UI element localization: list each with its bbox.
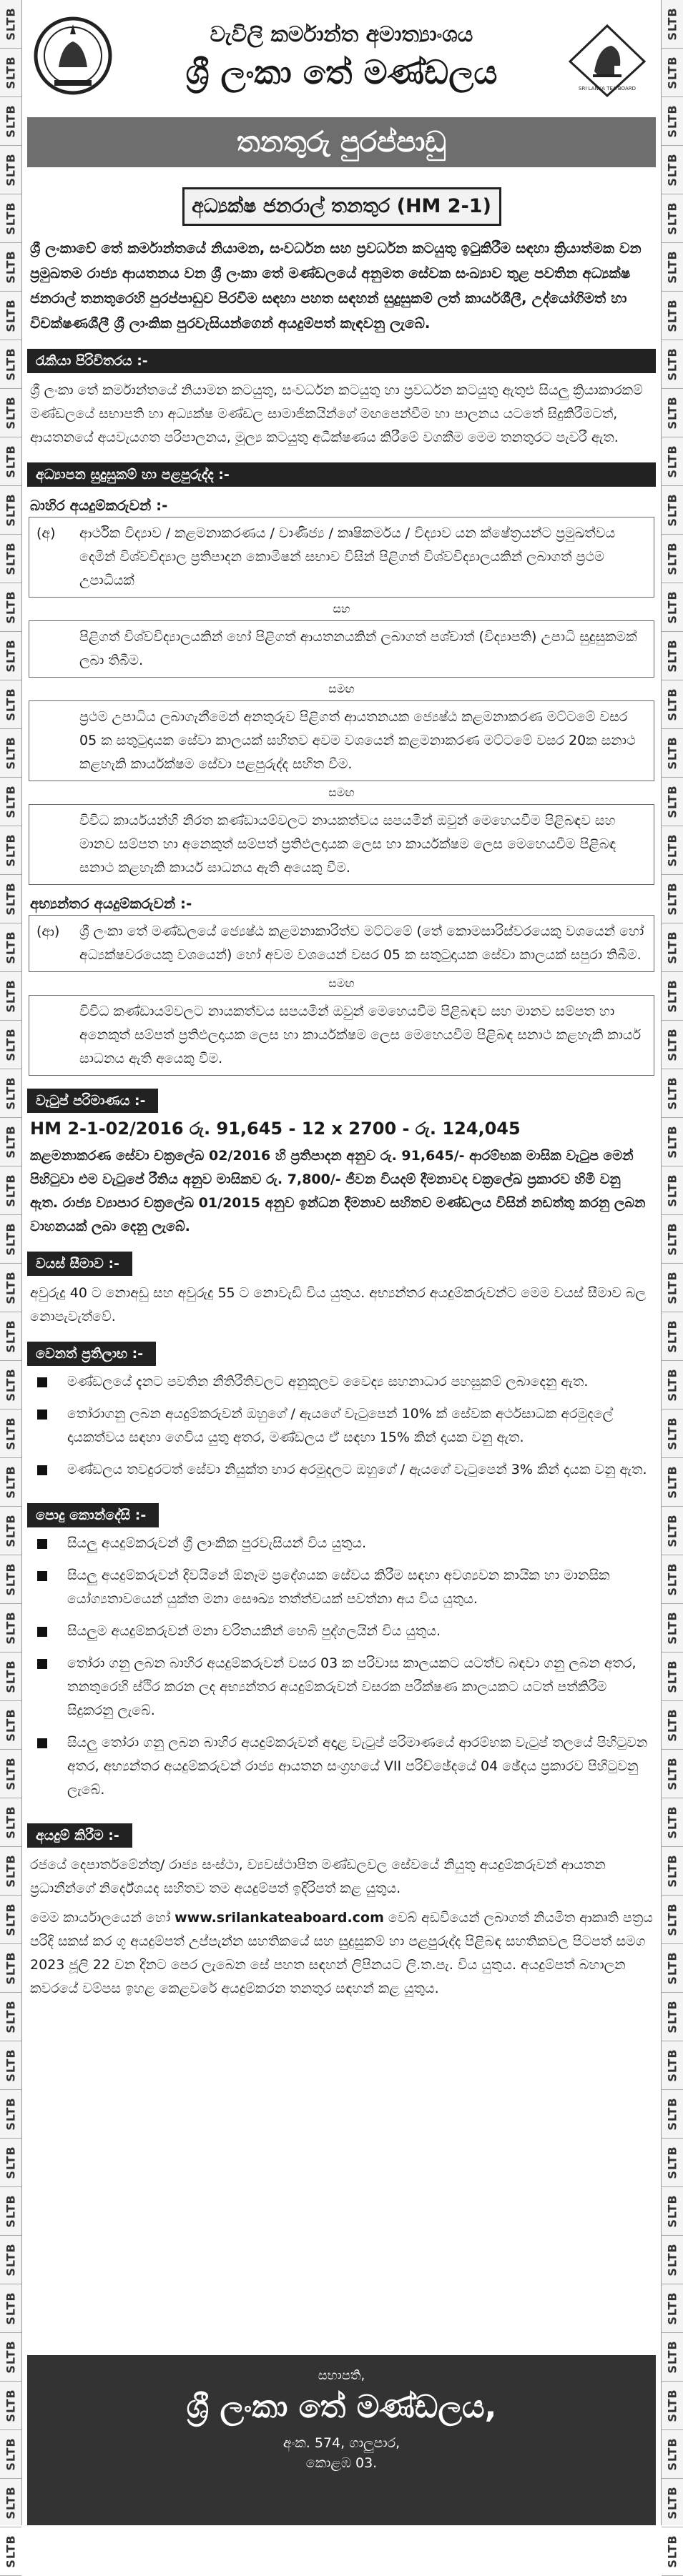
salary-text: කළමනාකරණ සේවා චක්‍රලේඛ 02/2016 හි ප්‍රතිපාදන අනුව රු. 91,645/- ආරම්භක මාසික වැටුප මෙන් පිහිටුවා එම වැටුපේ රීතිය අනුව මාසිකව රු. 7,800/- ජීවන වියදම් දීමනාවද චක්‍රලේඛ ප්‍රකාරව හිමි වනු ඇත. රාජ්‍ය ව්‍යාපාර චක්‍රලේඛ 01/2015 අනුව ඉන්ධන දීමනාව සහිතව මණ්ඩලය විසින් නඩත්තු කරනු ලබන වාහනයක් ලබා දෙනු ලැබේ. bbox=[30, 1148, 646, 1234]
border-tile-text: SLTB bbox=[4, 1319, 18, 1353]
border-tile bbox=[662, 2430, 683, 2479]
list-item bbox=[27, 1731, 656, 1802]
border-tile-text: SLTB bbox=[4, 56, 18, 89]
border-tile bbox=[0, 243, 21, 292]
border-tile bbox=[0, 1653, 21, 1701]
border-tile bbox=[0, 1798, 21, 1847]
apply-text-2-pre: මෙම කාර්යාලයෙන් හෝ bbox=[30, 1910, 171, 1926]
border-tile-text: SLTB bbox=[4, 2535, 18, 2568]
border-tile bbox=[0, 1604, 21, 1653]
border-tile-text: SLTB bbox=[4, 7, 18, 41]
external-qualification-3: ප්‍රථම උපාධිය ලබාගැනීමෙන් අනතුරුව පිළිගත් ආයතනයක ජ්‍යෙෂ්ඨ කළමනාකරණ මට්ටමේ වසර 05 ක සතුටුදායක සේවා කාලයක් සහිතව අවම වශයෙන් කළමනාකරණ මට්ටමේ වසර 20ක සනාථ කළහැකි කාර්යක්ෂම සේවා පළපුරුද්ද සහිත වීම. bbox=[29, 700, 654, 781]
border-tile-text: SLTB bbox=[4, 979, 18, 1013]
border-tile bbox=[662, 1750, 683, 1798]
border-tile bbox=[662, 1555, 683, 1604]
border-tile bbox=[662, 2382, 683, 2430]
border-tile-text: SLTB bbox=[665, 56, 679, 89]
address-line-1: අංක. 574, ගාලුපාර, bbox=[282, 2435, 401, 2451]
border-tile-text: SLTB bbox=[665, 1708, 679, 1742]
border-tile bbox=[0, 0, 21, 49]
border-tile-text: SLTB bbox=[4, 1174, 18, 1207]
border-tile bbox=[662, 1264, 683, 1312]
border-tile-text: SLTB bbox=[4, 1708, 18, 1742]
border-tile-text: SLTB bbox=[4, 1757, 18, 1790]
border-tile bbox=[662, 826, 683, 875]
border-tile-text: SLTB bbox=[665, 2292, 679, 2325]
border-tile bbox=[0, 2430, 21, 2479]
border-tile-text: SLTB bbox=[4, 1562, 18, 1596]
ministry-name: වැවිලි කර්මාන්ත අමාත්‍යාංශය bbox=[210, 21, 473, 47]
border-tile bbox=[0, 826, 21, 875]
border-tile-text: SLTB bbox=[4, 590, 18, 624]
intro-paragraph: ශ්‍රී ලංකාවේ තේ කර්මාන්තයේ නියාමන, සංවර්ධන සහ ප්‍රවර්ධන කටයුතු ඉටුකිරීම සඳහා ක්‍රියාත්මක වන ප්‍රමුඛතම රාජ්‍ය ආයතනය වන ශ්‍රී ලංකා තේ මණ්ඩලයේ අනුමත සේවක සංඛ්‍යාව තුළ පවතින අධ්‍යක්ෂ ජනරාල් තනතුරෙහි පුරප්පාඩුව පිරවීම සඳහා පහත සඳහන් සුදුසුකම් ලත් කාර්යශීලී, උද්යෝගිමත් හා විචක්ෂණශීලී ශ්‍රී ලාංකික පුරවැසියන්ගෙන් අයදුම්පත් කැඳවනු ලැබේ. bbox=[30, 239, 642, 332]
border-tile-text: SLTB bbox=[665, 1757, 679, 1790]
footer-board-name: ශ්‍රී ලංකා තේ මණ්ඩලය, bbox=[186, 2389, 497, 2425]
border-tile-text: SLTB bbox=[4, 1514, 18, 1547]
border-tile bbox=[662, 292, 683, 340]
border-tile bbox=[662, 2041, 683, 2090]
border-tile bbox=[662, 243, 683, 292]
border-tile-text: SLTB bbox=[4, 2049, 18, 2082]
border-tile bbox=[0, 146, 21, 194]
border-tile bbox=[662, 1361, 683, 1410]
border-tile bbox=[0, 2139, 21, 2187]
border-tile bbox=[0, 1993, 21, 2041]
external-qualification-1 bbox=[29, 517, 654, 598]
border-tile-text: SLTB bbox=[4, 542, 18, 575]
border-tile bbox=[0, 2090, 21, 2139]
border-tile-text: SLTB bbox=[4, 2389, 18, 2422]
condition-text: සියලු තෝරා ගනු ලබන බාහිර අයදුම්කරුවන් අදාළ වැටුප් පරිමාණයේ ආරම්භක වැටුප් තලයේ පිහිටුවන අතර, අභ්‍යන්තර අයදුම්කරුවන් රාජ්‍ය ආයතන සංග්‍රහයේ VII පරිච්ඡේදයේ 04 ඡේදය ප්‍රකාරව පිහිටුවනු ලැබේ. bbox=[67, 1735, 648, 1798]
internal-label: (ආ) bbox=[36, 923, 60, 939]
border-tile-text: SLTB bbox=[665, 1222, 679, 1256]
border-tile bbox=[662, 729, 683, 778]
border-tile bbox=[0, 2284, 21, 2333]
condition-text: තෝරා ගනු ලබන බාහිර අයදුම්කරුවන් වසර 03 ක පරිවාස කාලයකට යටත්ව බඳවා ගනු ලබන අතර, තනතුරෙහි ස්ථිර කරන ලද අභ්‍යන්තර අයදුම්කරුවන් වසරක පරීක්ෂණ කාලයකට යටත් පත්කිරීම සිදුකරනු ලැබේ. bbox=[67, 1655, 637, 1718]
border-tile-text: SLTB bbox=[665, 1125, 679, 1159]
border-tile-text: SLTB bbox=[665, 688, 679, 721]
vacancies-title: තනතුරු පුරප්පාඩු bbox=[27, 117, 656, 167]
border-tile bbox=[0, 972, 21, 1021]
border-tile-text: SLTB bbox=[665, 2146, 679, 2179]
border-tile-text: SLTB bbox=[665, 1660, 679, 1693]
border-tile-text: SLTB bbox=[4, 1854, 18, 1888]
border-tile bbox=[662, 2187, 683, 2236]
external-label: (අ) bbox=[36, 525, 56, 541]
border-tile-text: SLTB bbox=[665, 347, 679, 381]
border-tile bbox=[0, 583, 21, 632]
border-tile-text: SLTB bbox=[665, 2097, 679, 2131]
border-tile-text: SLTB bbox=[665, 1028, 679, 1061]
border-tile bbox=[662, 875, 683, 923]
border-tile-text: SLTB bbox=[4, 2194, 18, 2228]
border-tile bbox=[662, 535, 683, 583]
border-tile bbox=[662, 1701, 683, 1750]
border-tile bbox=[662, 97, 683, 146]
border-tile bbox=[0, 486, 21, 535]
border-tile bbox=[0, 923, 21, 972]
border-tile-text: SLTB bbox=[665, 1854, 679, 1888]
border-tile bbox=[662, 1653, 683, 1701]
list-item bbox=[27, 1652, 656, 1723]
border-tile-text: SLTB bbox=[4, 833, 18, 867]
border-tile-text: SLTB bbox=[4, 2486, 18, 2520]
internal-qualification-1 bbox=[29, 915, 654, 972]
border-tile bbox=[662, 1215, 683, 1264]
apply-section-heading: අයදුම් කිරීම :- bbox=[27, 1823, 132, 1848]
border-tile bbox=[0, 535, 21, 583]
and-joiner: සමඟ bbox=[328, 976, 355, 990]
border-tile bbox=[662, 2284, 683, 2333]
border-tile bbox=[662, 1021, 683, 1069]
border-tile-text: SLTB bbox=[665, 104, 679, 138]
apply-text-2-post: වෙබ් අඩවියෙන් ලබාගත් නියමිත ආකෘති පත්‍රය පරිදි සකස් කර ගූ අයදුම්පත් උප්පැන්න සහතිකයේ සහ සුදුසුකම් හා පළපුරුද්ද පිළිබඳ සහතිකවල පිටපත් සමග 2023 ජූලි 22 වන දිනට පෙර ලැබෙන සේ පහත සඳහන් ලිපිනයට ලි.ත.පැ. විය යුතුය. අයදුම්පත් බහාලන කවරයේ වම්පස ඉහළ කෙළවරේ අයදුම්කරන තනතුර සඳහන් කළ යුතුය. bbox=[30, 1910, 653, 1996]
border-tile-text: SLTB bbox=[665, 542, 679, 575]
border-tile-text: SLTB bbox=[4, 2243, 18, 2277]
border-tile bbox=[662, 1896, 683, 1944]
border-tile bbox=[0, 1896, 21, 1944]
border-tile bbox=[662, 972, 683, 1021]
border-tile-text: SLTB bbox=[4, 785, 18, 818]
board-name: ශ්‍රී ලංකා තේ මණ්ඩලය bbox=[185, 52, 498, 91]
border-tile-text: SLTB bbox=[4, 931, 18, 964]
border-tile-text: SLTB bbox=[665, 736, 679, 770]
border-tile-text: SLTB bbox=[665, 2486, 679, 2520]
border-tile bbox=[0, 49, 21, 97]
conditions-list bbox=[27, 1532, 656, 1802]
border-tile bbox=[662, 680, 683, 729]
border-tile bbox=[0, 1021, 21, 1069]
border-tile-text: SLTB bbox=[665, 2194, 679, 2228]
and-joiner: සමඟ bbox=[328, 682, 355, 695]
benefits-list bbox=[27, 1370, 656, 1482]
internal-qualification-1-text: ශ්‍රී ලංකා තේ මණ්ඩලයේ ජ්‍යෙෂ්ඨ කළමනාකාරිත්ව මට්ටමේ (තේ කොමසාරිස්වරයෙකු වශයෙන් හෝ අධ්‍යක්ෂවරයෙකු වශයෙන්) හෝ අවම වශයෙන් වසර 05 ක සතුටුදායක සේවා කාලයක් සපුරා තිබීම. bbox=[79, 923, 644, 963]
border-tile bbox=[662, 1847, 683, 1896]
border-tile bbox=[0, 1458, 21, 1507]
condition-text: සියලුම අයදුම්කරුවන් මනා චරිතයකින් හෙබි පුද්ගලයින් විය යුතුය. bbox=[67, 1623, 441, 1639]
border-tile-text: SLTB bbox=[665, 1611, 679, 1645]
border-tile bbox=[0, 292, 21, 340]
border-tile-text: SLTB bbox=[4, 1028, 18, 1061]
external-qualification-4: විවිධ කාර්යයන්හි නිරත කණ්ඩායම්වලට නායකත්වය සපයමින් ඔවුන් මෙහෙයවීම පිළිබඳව සහ මානව සම්පත හා අනෙකුත් සම්පත් ප්‍රතිඵලදායක ලෙස හා කාර්යක්ෂම ලෙස මෙහෙයවීම පිළිබඳ සනාථ කළහැකි කාර්ය සාධනය ඇති අයෙකු වීම. bbox=[29, 804, 654, 885]
border-tile-text: SLTB bbox=[665, 2340, 679, 2374]
border-tile bbox=[0, 729, 21, 778]
border-tile bbox=[0, 1410, 21, 1458]
list-item bbox=[27, 1564, 656, 1611]
border-tile-text: SLTB bbox=[665, 202, 679, 235]
border-tile bbox=[0, 2382, 21, 2430]
border-tile-text: SLTB bbox=[4, 250, 18, 284]
border-tile-text: SLTB bbox=[665, 931, 679, 964]
border-tile bbox=[662, 1507, 683, 1555]
border-tile-text: SLTB bbox=[4, 2097, 18, 2131]
border-tile-text: SLTB bbox=[4, 1465, 18, 1499]
border-tile bbox=[0, 632, 21, 680]
border-tile bbox=[0, 1750, 21, 1798]
tea-board-logo-icon bbox=[564, 21, 650, 100]
border-tile-text: SLTB bbox=[665, 396, 679, 430]
border-tile-text: SLTB bbox=[665, 153, 679, 187]
border-tile-text: SLTB bbox=[4, 2437, 18, 2471]
condition-text: සියලු අයදුම්කරුවන් දිවයිනේ ඕනෑම ප්‍රදේශයක සේවය කිරීම සඳහා අවශ්‍යවන කායික හා මානසික යෝග්‍යතාවයෙන් යුක්ත මනා සෞඛ්‍ය තත්ත්වයක් පවත්නා අය විය යුතුය. bbox=[67, 1567, 610, 1607]
border-tile bbox=[0, 1312, 21, 1361]
border-tile bbox=[662, 1458, 683, 1507]
border-tile-text: SLTB bbox=[665, 1319, 679, 1353]
tea-board-logo-text: SRI LANKA TEA BOARD bbox=[579, 86, 636, 91]
border-tile-text: SLTB bbox=[665, 1271, 679, 1304]
border-tile-text: SLTB bbox=[665, 1805, 679, 1839]
border-tile-text: SLTB bbox=[4, 1368, 18, 1402]
and-joiner: සහ bbox=[333, 602, 350, 615]
age-text: අවුරුදු 40 ට නොඅඩු සහ අවුරුදු 55 ට නොවැඩි විය යුතුය. අභ්‍යන්තර අයදුම්කරුවන්ට මෙම වයස් සීමාව බල නොපැවැත්වේ. bbox=[30, 1285, 646, 1324]
qualifications-section-heading: අධ්‍යාපන සුදුසුකම් හා පළපුරුද්ද :- bbox=[27, 462, 656, 487]
border-tile bbox=[0, 2236, 21, 2284]
border-tile bbox=[662, 0, 683, 49]
border-tile-text: SLTB bbox=[665, 639, 679, 673]
condition-text: සියලු අයදුම්කරුවන් ශ්‍රී ලාංකික පුරවැසියන් විය යුතුය. bbox=[67, 1535, 367, 1551]
border-tile-text: SLTB bbox=[665, 785, 679, 818]
border-tile bbox=[0, 1555, 21, 1604]
border-tile-text: SLTB bbox=[4, 688, 18, 721]
website-link[interactable]: www.srilankateaboard.com bbox=[175, 1910, 384, 1926]
border-tile-text: SLTB bbox=[4, 493, 18, 527]
benefit-text: මණ්ඩලය තවදුරටත් සේවා නියුක්ත භාර අරමුදලට ඔහුගේ / ඇයගේ වැටුපෙන් 3% කින් දායක වනු ඇත. bbox=[67, 1462, 647, 1477]
border-tile bbox=[662, 194, 683, 243]
border-tile-text: SLTB bbox=[665, 2437, 679, 2471]
border-tile-text: SLTB bbox=[4, 1271, 18, 1304]
border-tile-text: SLTB bbox=[4, 1805, 18, 1839]
border-tile-text: SLTB bbox=[4, 1951, 18, 1985]
list-item bbox=[27, 1458, 656, 1482]
border-tile bbox=[0, 680, 21, 729]
salary-section-heading: වැටුප් පරිමාණය :- bbox=[27, 1089, 158, 1113]
border-tile bbox=[662, 437, 683, 486]
border-tile-text: SLTB bbox=[4, 202, 18, 235]
external-qualification-1-text: ආර්ථික විද්‍යාව / කළමනාකරණය / වාණිජ්‍ය / කෘෂිකර්මය / විද්‍යාව යන ක්ෂේත්‍රයන්ට ප්‍රමුඛත්වය දෙමින් විශ්වවිද්‍යාල ප්‍රතිපාදන කොමිෂන් සභාව විසින් පිළිගත් විශ්වවිද්‍යාලයකින් ලබාගත් ප්‍රථම උපාධියක් bbox=[79, 525, 616, 588]
border-tile-text: SLTB bbox=[665, 590, 679, 624]
border-tile-text: SLTB bbox=[4, 1125, 18, 1159]
border-tile bbox=[662, 583, 683, 632]
left-border-strip bbox=[0, 0, 22, 2568]
border-tile-text: SLTB bbox=[665, 1174, 679, 1207]
border-tile-text: SLTB bbox=[4, 2146, 18, 2179]
list-item bbox=[27, 1620, 656, 1643]
border-tile-text: SLTB bbox=[4, 347, 18, 381]
border-tile bbox=[0, 437, 21, 486]
border-tile-text: SLTB bbox=[665, 250, 679, 284]
chairman-label: සභාපති, bbox=[318, 2368, 365, 2383]
border-tile bbox=[662, 1993, 683, 2041]
border-tile-text: SLTB bbox=[4, 445, 18, 478]
border-tile-text: SLTB bbox=[4, 736, 18, 770]
border-tile bbox=[0, 1069, 21, 1118]
benefit-text: මණ්ඩලයේ දැනට පවතින නීතිරීතිවලට අනුකූලව වෛද්‍ය සහනාධාර පහසුකම් ලබාදෙනු ඇත. bbox=[67, 1374, 589, 1389]
and-joiner: සමඟ bbox=[328, 786, 355, 799]
border-tile-text: SLTB bbox=[4, 2292, 18, 2325]
border-tile-text: SLTB bbox=[665, 1951, 679, 1985]
border-tile-text: SLTB bbox=[665, 7, 679, 41]
border-tile bbox=[662, 923, 683, 972]
role-text: ශ්‍රී ලංකා තේ කර්මාන්තයේ නියාමන කටයුතු, සංවර්ධන කටයුතු හා ප්‍රවර්ධන කටයුතු ඇතුළු සියලු ක්‍රියාකාරකම් මණ්ඩලයේ සභාපති හා අධ්‍යක්ෂ මණ්ඩල සාමාජිකයින්ගේ මඟපෙන්වීම හා පාලනය යටතේ සිදුකිරීමටත්, ආයතනයේ අයවැයගත පරිපාලනය, මූල්‍ය කටයුතු අධීක්ෂණය කිරීමේ වගකීම මෙම තනතුරට පැවරී ඇත. bbox=[30, 382, 643, 445]
border-tile-text: SLTB bbox=[4, 299, 18, 332]
border-tile bbox=[662, 146, 683, 194]
border-tile-text: SLTB bbox=[4, 1903, 18, 1936]
external-applicants-heading: බාහිර අයදුම්කරුවන් :- bbox=[30, 497, 168, 514]
header bbox=[27, 0, 656, 114]
border-tile-text: SLTB bbox=[4, 1222, 18, 1256]
conditions-section-heading: පොදු කොන්දේසි :- bbox=[27, 1503, 159, 1527]
border-tile-text: SLTB bbox=[665, 1903, 679, 1936]
border-tile-text: SLTB bbox=[665, 2049, 679, 2082]
age-section-heading: වයස් සීමාව :- bbox=[27, 1252, 132, 1276]
list-item bbox=[27, 1532, 656, 1555]
border-tile-text: SLTB bbox=[665, 1465, 679, 1499]
footer-address-block bbox=[27, 2355, 656, 2525]
apply-text-2 bbox=[30, 1906, 653, 2001]
border-tile bbox=[0, 1847, 21, 1896]
border-tile bbox=[662, 1118, 683, 1166]
border-tile-text: SLTB bbox=[665, 1562, 679, 1596]
border-tile bbox=[0, 340, 21, 389]
border-tile bbox=[662, 2527, 683, 2576]
border-tile-text: SLTB bbox=[665, 1514, 679, 1547]
border-tile bbox=[662, 2139, 683, 2187]
post-title: අධ්‍යක්ෂ ජනරාල් තනතුර (HM 2-1) bbox=[182, 187, 501, 226]
border-tile bbox=[662, 1798, 683, 1847]
border-tile-text: SLTB bbox=[665, 882, 679, 916]
role-section-heading: රැකියා පිරිවිතරය :- bbox=[27, 349, 656, 373]
border-tile-text: SLTB bbox=[4, 1076, 18, 1110]
border-tile-text: SLTB bbox=[4, 1611, 18, 1645]
border-tile-text: SLTB bbox=[665, 2243, 679, 2277]
border-tile-text: SLTB bbox=[665, 2389, 679, 2422]
border-tile-text: SLTB bbox=[4, 2340, 18, 2374]
salary-scale: HM 2-1-02/2016 රු. 91,645 - 12 x 2700 - රු. 124,045 bbox=[30, 1119, 521, 1139]
border-tile-text: SLTB bbox=[665, 445, 679, 478]
border-tile-text: SLTB bbox=[665, 2535, 679, 2568]
border-tile bbox=[0, 1264, 21, 1312]
border-tile bbox=[662, 778, 683, 826]
right-border-strip bbox=[661, 0, 683, 2568]
border-tile-text: SLTB bbox=[4, 1660, 18, 1693]
border-tile-text: SLTB bbox=[665, 2000, 679, 2033]
border-tile bbox=[0, 2479, 21, 2527]
address-line-2: කොළඹ 03. bbox=[305, 2455, 378, 2471]
border-tile-text: SLTB bbox=[4, 104, 18, 138]
border-tile-text: SLTB bbox=[4, 2000, 18, 2033]
border-tile bbox=[0, 2527, 21, 2576]
border-tile bbox=[0, 1118, 21, 1166]
border-tile bbox=[0, 389, 21, 437]
list-item bbox=[27, 1402, 656, 1450]
border-tile-text: SLTB bbox=[4, 1417, 18, 1450]
border-tile bbox=[0, 194, 21, 243]
border-tile bbox=[662, 1604, 683, 1653]
border-tile bbox=[0, 1361, 21, 1410]
border-tile-text: SLTB bbox=[4, 639, 18, 673]
border-tile bbox=[0, 1166, 21, 1215]
border-tile bbox=[662, 1166, 683, 1215]
border-tile-text: SLTB bbox=[665, 979, 679, 1013]
border-tile bbox=[0, 1215, 21, 1264]
internal-applicants-heading: අභ්‍යන්තර අයදුම්කරුවන් :- bbox=[30, 895, 192, 912]
border-tile bbox=[662, 632, 683, 680]
border-tile-text: SLTB bbox=[665, 299, 679, 332]
border-tile bbox=[0, 2187, 21, 2236]
border-tile bbox=[0, 97, 21, 146]
border-tile bbox=[0, 1944, 21, 1993]
border-tile-text: SLTB bbox=[665, 1076, 679, 1110]
internal-qualification-2: විවිධ කණ්ඩායම්වලට නායකත්වය සපයමින් ඔවුන් මෙහෙයවීම පිළිබඳව සහ මානව සම්පත හා අනෙකුත් සම්පත් ප්‍රතිඵලදායක ලෙස හා කාර්යක්ෂම ලෙස මෙහෙයවීම පිළිබඳ සනාථ කළහැකි කාර්ය සාධනය ඇති අයෙකු වීම. bbox=[29, 995, 654, 1076]
border-tile bbox=[0, 875, 21, 923]
border-tile bbox=[662, 1410, 683, 1458]
benefit-text: තෝරාගනු ලබන අයදුම්කරුවන් ඔහුගේ / ඇයගේ වැටුපෙන් 10% ක් සේවක අර්ථසාධක අරමුදලේ දායකත්වය සඳහා ගෙවිය යුතු අතර, මණ්ඩලය ඒ සඳහා 15% කින් දායක වනු ඇත. bbox=[67, 1406, 614, 1445]
border-tile-text: SLTB bbox=[665, 1417, 679, 1450]
advertisement-page bbox=[27, 0, 656, 2001]
border-tile-text: SLTB bbox=[665, 493, 679, 527]
border-tile bbox=[662, 2236, 683, 2284]
list-item bbox=[27, 1370, 656, 1394]
border-tile bbox=[0, 2041, 21, 2090]
border-tile bbox=[662, 1069, 683, 1118]
border-tile bbox=[662, 340, 683, 389]
border-tile-text: SLTB bbox=[4, 882, 18, 916]
benefits-section-heading: වෙනත් ප්‍රතිලාභ :- bbox=[27, 1342, 156, 1366]
border-tile bbox=[662, 389, 683, 437]
national-emblem-icon bbox=[33, 10, 113, 101]
border-tile bbox=[0, 2333, 21, 2382]
border-tile-text: SLTB bbox=[4, 396, 18, 430]
border-tile-text: SLTB bbox=[665, 833, 679, 867]
border-tile bbox=[0, 1507, 21, 1555]
border-tile bbox=[662, 486, 683, 535]
border-tile bbox=[0, 778, 21, 826]
border-tile bbox=[662, 1312, 683, 1361]
border-tile bbox=[662, 1944, 683, 1993]
border-tile bbox=[0, 1701, 21, 1750]
border-tile-text: SLTB bbox=[4, 153, 18, 187]
external-qualification-2: පිළිගත් විශ්වවිද්‍යාලයකින් හෝ පිළිගත් ආයතනයකින් ලබාගත් පශ්චාත් (විද්‍යාපති) උපාධි සුදුසුකමක් ලබා තිබීම. bbox=[29, 620, 654, 678]
border-tile bbox=[662, 2333, 683, 2382]
border-tile-text: SLTB bbox=[665, 1368, 679, 1402]
border-tile bbox=[662, 49, 683, 97]
border-tile bbox=[662, 2479, 683, 2527]
apply-text-1: රජයේ දෙපාර්තමේන්තු/ රාජ්‍ය සංස්ථා, ව්‍යවස්ථාපිත මණ්ඩලවල සේවයේ නියුතු අයදුම්කරුවන් ආයතන ප්‍රධානීන්ගේ නිර්දේශයද සහිතව තම අයදුම්පත් ඉදිරිපත් කළ යුතුය. bbox=[30, 1857, 606, 1896]
border-tile bbox=[662, 2090, 683, 2139]
